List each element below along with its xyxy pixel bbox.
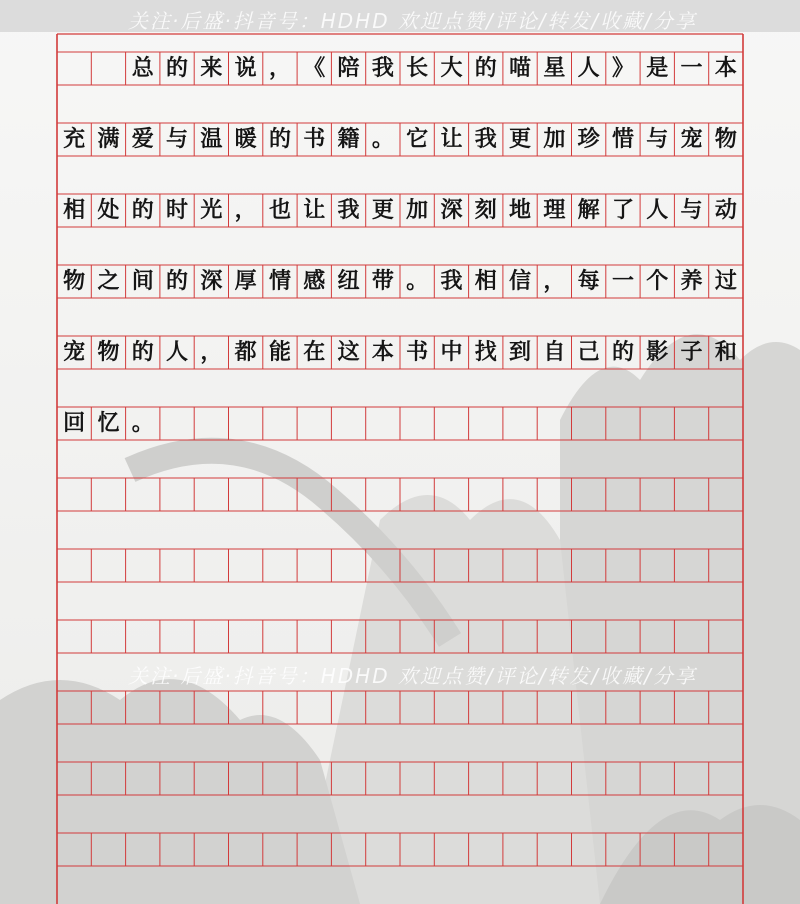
grid-cell: 《 xyxy=(303,55,326,81)
grid-cell xyxy=(194,691,228,724)
grid-cell: 个 xyxy=(646,268,669,294)
grid-cell xyxy=(331,478,365,511)
grid-cell: 。 xyxy=(131,410,154,436)
grid-cell xyxy=(537,478,571,511)
grid-cell xyxy=(434,620,468,653)
grid-cell xyxy=(400,762,434,795)
grid-cell xyxy=(606,833,640,866)
grid-cell xyxy=(434,549,468,582)
grid-cell xyxy=(126,478,160,511)
grid-cell xyxy=(160,762,194,795)
grid-cell xyxy=(263,691,297,724)
grid-cell: 宠 xyxy=(680,126,703,152)
grid-cell xyxy=(503,833,537,866)
grid-cell xyxy=(297,833,331,866)
grid-cell xyxy=(469,762,503,795)
grid-cell: ， xyxy=(543,268,566,294)
grid-cell xyxy=(91,478,125,511)
grid-cell xyxy=(194,407,228,440)
grid-cell: 暖 xyxy=(234,126,257,152)
grid-cell: ， xyxy=(268,55,291,81)
grid-cell xyxy=(606,549,640,582)
grid-cell xyxy=(434,478,468,511)
grid-cell: 到 xyxy=(509,339,532,365)
grid-cell xyxy=(331,620,365,653)
grid-cell: 满 xyxy=(97,126,120,152)
grid-cell: 的 xyxy=(268,126,291,152)
grid-cell: 相 xyxy=(474,268,497,294)
grid-cell: 我 xyxy=(440,268,463,294)
grid-cell xyxy=(709,691,743,724)
grid-cell xyxy=(331,407,365,440)
grid-cell xyxy=(366,762,400,795)
grid-cell xyxy=(126,833,160,866)
grid-cell xyxy=(229,691,263,724)
grid-cell xyxy=(126,549,160,582)
grid-cell: 了 xyxy=(611,197,634,223)
grid-cell xyxy=(400,549,434,582)
grid-cell: 让 xyxy=(303,197,326,223)
grid-cell xyxy=(126,691,160,724)
grid-cell: 和 xyxy=(714,339,737,365)
grid-cell: 的 xyxy=(131,339,154,365)
grid-cell xyxy=(674,620,708,653)
grid-cell xyxy=(640,407,674,440)
grid-cell xyxy=(57,762,91,795)
grid-cell xyxy=(400,833,434,866)
grid-cell xyxy=(537,833,571,866)
grid-cell: 说 xyxy=(234,55,257,81)
grid-cell: 惜 xyxy=(611,126,634,152)
grid-cell: 的 xyxy=(166,268,189,294)
grid-cell xyxy=(572,833,606,866)
grid-cell xyxy=(194,549,228,582)
grid-cell xyxy=(606,620,640,653)
grid-cell: 忆 xyxy=(97,410,120,436)
grid-cell xyxy=(297,762,331,795)
grid-cell: 影 xyxy=(646,339,669,365)
grid-cell: 。 xyxy=(406,268,429,294)
grid-cell xyxy=(709,833,743,866)
grid-cell: 信 xyxy=(509,268,532,294)
grid-cell: 我 xyxy=(371,55,394,81)
watermark-top: 关注·后盛·抖音号：HDHD 欢迎点赞/评论/转发/收藏/分享 xyxy=(128,9,697,33)
grid-cell: 中 xyxy=(440,339,463,365)
grid-cell xyxy=(366,833,400,866)
grid-cell: ， xyxy=(200,339,223,365)
grid-cell xyxy=(709,407,743,440)
grid-cell: 长 xyxy=(406,55,429,81)
grid-cell: 大 xyxy=(440,55,463,81)
grid-cell: 子 xyxy=(680,339,703,365)
grid-cell xyxy=(160,549,194,582)
grid-cell: 在 xyxy=(303,339,326,365)
grid-cell: 本 xyxy=(714,55,737,81)
grid-cell: 这 xyxy=(337,339,360,365)
grid-cell: 自 xyxy=(543,339,566,365)
grid-cell: 带 xyxy=(371,268,394,294)
grid-cell: 加 xyxy=(406,197,429,223)
grid-cell: 物 xyxy=(714,126,737,152)
grid-cell: 是 xyxy=(646,55,669,81)
grid-cell xyxy=(91,52,125,85)
grid-cell: 让 xyxy=(440,126,463,152)
grid-cell: 书 xyxy=(406,339,429,365)
grid-cell: 宠 xyxy=(63,339,86,365)
grid-cell xyxy=(263,478,297,511)
grid-cell: 找 xyxy=(474,339,497,365)
grid-cell xyxy=(640,691,674,724)
grid-cell: 理 xyxy=(543,197,566,223)
grid-cell xyxy=(674,549,708,582)
grid-cell xyxy=(400,478,434,511)
grid-cell xyxy=(263,407,297,440)
grid-cell: 物 xyxy=(63,268,86,294)
grid-cell xyxy=(434,407,468,440)
grid-cell: 一 xyxy=(611,268,634,294)
grid-cell xyxy=(709,620,743,653)
grid-cell: 与 xyxy=(680,197,703,223)
grid-cell xyxy=(469,833,503,866)
grid-cell xyxy=(469,620,503,653)
grid-cell xyxy=(606,762,640,795)
grid-cell xyxy=(640,478,674,511)
grid-cell: 珍 xyxy=(577,126,600,152)
grid-cell xyxy=(640,833,674,866)
grid-cell: 一 xyxy=(680,55,703,81)
grid-cell xyxy=(263,549,297,582)
grid-cell: 地 xyxy=(509,197,532,223)
grid-cell: 加 xyxy=(543,126,566,152)
grid-cell xyxy=(91,762,125,795)
grid-cell xyxy=(674,478,708,511)
grid-cell: 动 xyxy=(714,197,737,223)
grid-cell: 它 xyxy=(406,126,429,152)
grid-cell xyxy=(366,691,400,724)
grid-cell xyxy=(640,762,674,795)
grid-cell: 养 xyxy=(680,268,703,294)
grid-cell: 情 xyxy=(268,268,291,294)
grid-cell xyxy=(537,691,571,724)
grid-cell xyxy=(503,478,537,511)
grid-cell: 己 xyxy=(577,339,600,365)
grid-cell xyxy=(297,620,331,653)
grid-cell xyxy=(160,407,194,440)
grid-cell: 总 xyxy=(131,55,154,81)
grid-cell: 刻 xyxy=(474,197,497,223)
grid-cell xyxy=(469,549,503,582)
grid-cell xyxy=(709,549,743,582)
grid-cell xyxy=(400,691,434,724)
grid-cell: 星 xyxy=(543,55,566,81)
grid-cell xyxy=(263,833,297,866)
grid-cell xyxy=(57,833,91,866)
grid-cell: 感 xyxy=(303,268,326,294)
grid-cell xyxy=(229,549,263,582)
grid-cell xyxy=(160,620,194,653)
grid-cell xyxy=(194,833,228,866)
grid-cell xyxy=(674,407,708,440)
grid-cell: 厚 xyxy=(234,268,257,294)
grid-cell: 更 xyxy=(509,126,532,152)
grid-cell: 与 xyxy=(646,126,669,152)
grid-cell: 物 xyxy=(97,339,120,365)
grid-cell: 陪 xyxy=(337,55,360,81)
grid-cell xyxy=(366,407,400,440)
grid-cell xyxy=(572,407,606,440)
grid-cell: 深 xyxy=(200,268,223,294)
grid-cell: 的 xyxy=(131,197,154,223)
grid-cell xyxy=(126,762,160,795)
grid-cell xyxy=(160,691,194,724)
grid-cell xyxy=(537,620,571,653)
grid-cell: 纽 xyxy=(337,268,360,294)
grid-cell: 与 xyxy=(166,126,189,152)
grid-cell xyxy=(229,478,263,511)
grid-cell xyxy=(297,478,331,511)
grid-cell xyxy=(229,762,263,795)
grid-cell: 。 xyxy=(371,126,394,152)
grid-cell xyxy=(57,691,91,724)
grid-cell: 喵 xyxy=(509,55,532,81)
grid-cell xyxy=(606,478,640,511)
grid-cell xyxy=(606,407,640,440)
grid-cell xyxy=(709,478,743,511)
grid-cell: 我 xyxy=(337,197,360,223)
grid-cell xyxy=(674,833,708,866)
grid-cell xyxy=(469,478,503,511)
watermark-middle: 关注·后盛·抖音号：HDHD 欢迎点赞/评论/转发/收藏/分享 xyxy=(128,664,697,688)
grid-cell xyxy=(331,549,365,582)
grid-cell xyxy=(469,691,503,724)
grid-cell xyxy=(160,833,194,866)
grid-cell: 解 xyxy=(577,197,600,223)
grid-cell: 人 xyxy=(646,197,669,223)
grid-cell xyxy=(91,620,125,653)
grid-cell xyxy=(503,691,537,724)
grid-cell xyxy=(57,620,91,653)
grid-cell: 充 xyxy=(63,126,86,152)
grid-cell: 处 xyxy=(97,197,120,223)
grid-cell: 能 xyxy=(268,339,291,365)
grid-cell: 每 xyxy=(577,268,600,294)
grid-cell: 温 xyxy=(200,126,223,152)
grid-cell xyxy=(57,478,91,511)
grid-cell xyxy=(674,762,708,795)
grid-cell: 都 xyxy=(234,339,257,365)
grid-cell xyxy=(537,762,571,795)
grid-cell xyxy=(503,549,537,582)
grid-cell: 间 xyxy=(131,268,154,294)
grid-cell xyxy=(434,762,468,795)
grid-cell xyxy=(331,833,365,866)
grid-cell: 回 xyxy=(63,410,86,436)
grid-cell xyxy=(229,407,263,440)
grid-cell xyxy=(572,478,606,511)
grid-cell xyxy=(229,833,263,866)
grid-cell: 光 xyxy=(200,197,223,223)
grid-cell xyxy=(640,549,674,582)
grid-cell xyxy=(263,762,297,795)
grid-cell: 更 xyxy=(371,197,394,223)
grid-cell xyxy=(434,691,468,724)
grid-cell xyxy=(331,762,365,795)
grid-cell: 爱 xyxy=(131,126,154,152)
grid-cell xyxy=(57,549,91,582)
grid-cell xyxy=(194,620,228,653)
grid-cell xyxy=(366,549,400,582)
grid-cell: 人 xyxy=(577,55,600,81)
grid-cell xyxy=(572,549,606,582)
grid-cell xyxy=(194,478,228,511)
grid-cell xyxy=(572,620,606,653)
grid-cell xyxy=(194,762,228,795)
grid-cell: 》 xyxy=(611,55,634,81)
grid-cell xyxy=(229,620,263,653)
grid-cell: 书 xyxy=(303,126,326,152)
grid-cell: 过 xyxy=(714,268,737,294)
grid-cell xyxy=(709,762,743,795)
grid-cell xyxy=(674,691,708,724)
grid-cell xyxy=(263,620,297,653)
grid-cell xyxy=(400,620,434,653)
grid-cell xyxy=(91,833,125,866)
grid-cell xyxy=(503,620,537,653)
grid-cell xyxy=(469,407,503,440)
grid-cell xyxy=(297,691,331,724)
grid-cell xyxy=(57,52,91,85)
grid-cell xyxy=(606,691,640,724)
grid-cell: ， xyxy=(234,197,257,223)
grid-cell xyxy=(400,407,434,440)
grid-cell xyxy=(366,478,400,511)
grid-cell: 来 xyxy=(200,55,223,81)
grid-cell: 时 xyxy=(166,197,189,223)
grid-cell xyxy=(91,691,125,724)
grid-cell xyxy=(331,691,365,724)
grid-cell xyxy=(572,762,606,795)
grid-cell xyxy=(503,407,537,440)
grid-cell xyxy=(503,762,537,795)
grid-cell: 籍 xyxy=(337,126,360,152)
grid-cell: 深 xyxy=(440,197,463,223)
grid-cell xyxy=(434,833,468,866)
grid-cell: 的 xyxy=(166,55,189,81)
grid-cell xyxy=(126,620,160,653)
grid-cell xyxy=(537,407,571,440)
grid-cell xyxy=(297,407,331,440)
grid-cell xyxy=(160,478,194,511)
grid-cell: 之 xyxy=(97,268,120,294)
grid-cell xyxy=(572,691,606,724)
grid-cell: 我 xyxy=(474,126,497,152)
grid-cell: 也 xyxy=(268,197,291,223)
grid-cell xyxy=(366,620,400,653)
grid-cell xyxy=(537,549,571,582)
grid-cell xyxy=(640,620,674,653)
grid-cell: 相 xyxy=(63,197,86,223)
grid-cell: 本 xyxy=(371,339,394,365)
grid-cell xyxy=(297,549,331,582)
grid-cell: 人 xyxy=(166,339,189,365)
grid-cell: 的 xyxy=(474,55,497,81)
grid-cell: 的 xyxy=(611,339,634,365)
grid-cell xyxy=(91,549,125,582)
